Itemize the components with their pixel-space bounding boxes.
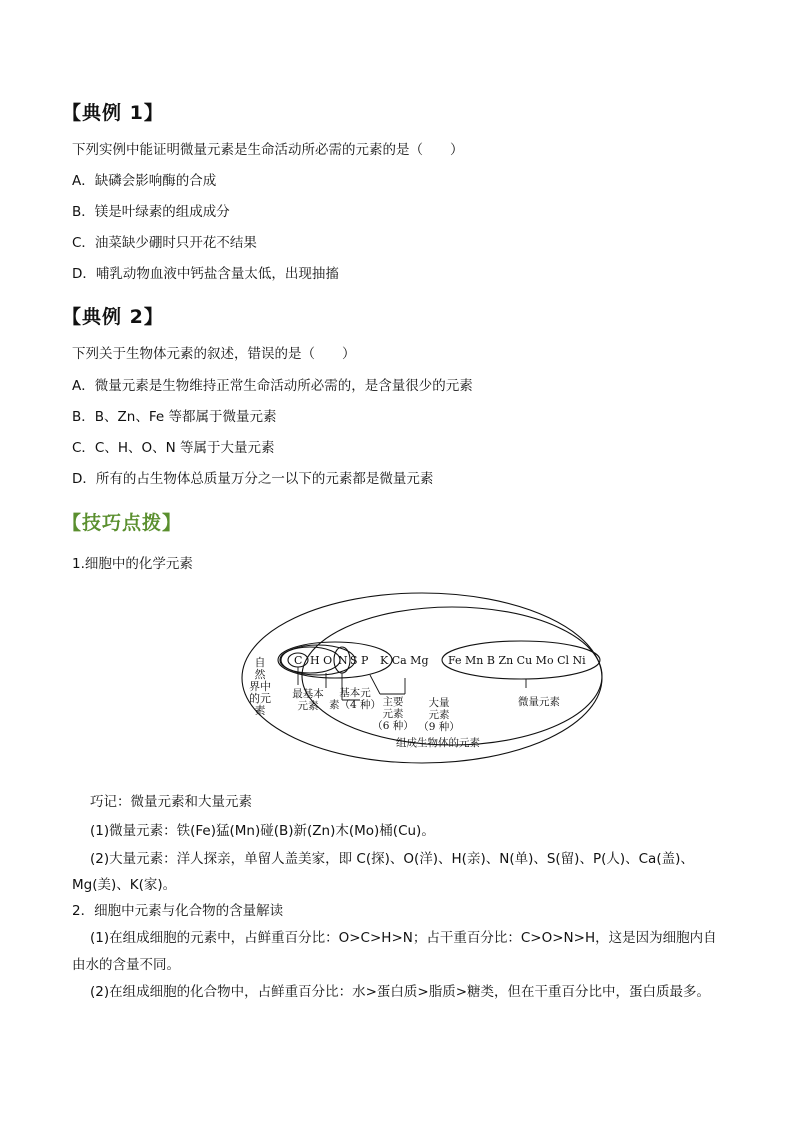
example-2-option-d: D．所有的占生物体总质量万分之一以下的元素都是微量元素 <box>72 471 434 487</box>
nature-label-5: 素 <box>254 704 266 717</box>
macro-label-1: 大量 <box>428 697 450 709</box>
element-venn-diagram <box>230 588 620 770</box>
element-sp: S P <box>350 654 369 667</box>
nature-label-3: 界中 <box>249 680 271 693</box>
section-2-title: 2．细胞中元素与化合物的含量解读 <box>72 903 284 919</box>
example-2-option-b: B．B、Zn、Fe 等都属于微量元素 <box>72 409 277 425</box>
example-1-question: 下列实例中能证明微量元素是生命活动所必需的元素的是（ ） <box>72 142 464 158</box>
element-ho: H O <box>310 654 333 667</box>
content-1-line-1: (1)在组成细胞的元素中，占鲜重百分比：O>C>H>N；占干重百分比：C>O>N>H，这是因为细胞内自 <box>90 930 717 946</box>
most-basic-label-2: 元素 <box>297 700 319 712</box>
mnemonic-title: 巧记：微量元素和大量元素 <box>90 794 252 810</box>
nature-label-1: 自 <box>254 656 266 669</box>
macro-label-2: 元素 <box>428 709 450 721</box>
trace-elements-label: 微量元素 <box>518 696 560 708</box>
example-1-option-b: B．镁是叶绿素的组成成分 <box>72 204 230 220</box>
example-2-heading: 【典例 2】 <box>62 306 164 328</box>
mnemonic-macro-line-2: Mg(美)、K(家)。 <box>72 877 177 893</box>
example-1-option-d: D．哺乳动物血液中钙盐含量太低，出现抽搐 <box>72 266 339 282</box>
nature-label-2: 然 <box>254 668 266 681</box>
example-2-question: 下列关于生物体元素的叙述，错误的是（ ） <box>72 346 356 362</box>
example-1-option-a: A．缺磷会影响酶的合成 <box>72 173 217 189</box>
element-trace-list: Fe Mn B Zn Cu Mo Cl Ni <box>448 654 586 667</box>
mnemonic-trace: (1)微量元素：铁(Fe)猛(Mn)碰(B)新(Zn)木(Mo)桶(Cu)。 <box>90 823 435 839</box>
basic-label-2: 素（4 种） <box>328 699 382 711</box>
content-2: (2)在组成细胞的化合物中，占鲜重百分比：水>蛋白质>脂质>糖类，但在干重百分比中，蛋白质最多。 <box>90 984 711 1000</box>
main-label-3: （6 种） <box>372 720 414 732</box>
example-1-heading: 【典例 1】 <box>62 102 164 124</box>
most-basic-label-1: 最基本 <box>292 688 324 700</box>
basic-label-1: 基本元 <box>339 687 371 699</box>
example-2-option-c: C．C、H、O、N 等属于大量元素 <box>72 440 275 456</box>
element-kcamg: K Ca Mg <box>380 654 429 667</box>
content-1-line-2: 由水的含量不同。 <box>72 957 180 973</box>
example-1-option-c: C．油菜缺少硼时只开花不结果 <box>72 235 257 251</box>
mnemonic-macro-line-1: (2)大量元素：洋人探亲，单留人盖美家，即 C(探)、O(洋)、H(亲)、N(单)、S(留)、P(人)、Ca(盖)、 <box>90 851 694 867</box>
main-label-1: 主要 <box>382 696 404 708</box>
section-1-title: 1.细胞中的化学元素 <box>72 556 193 572</box>
bio-elements-label: 组成生物体的元素 <box>396 737 480 749</box>
macro-label-3: （9 种） <box>418 721 460 733</box>
example-2-option-a: A．微量元素是生物维持正常生命活动所必需的，是含量很少的元素 <box>72 378 473 394</box>
element-c: C <box>294 654 303 667</box>
tips-heading: 【技巧点拨】 <box>62 512 183 534</box>
main-label-2: 元素 <box>382 708 404 720</box>
element-n: N <box>338 654 348 667</box>
nature-label-4: 的元 <box>249 692 271 705</box>
